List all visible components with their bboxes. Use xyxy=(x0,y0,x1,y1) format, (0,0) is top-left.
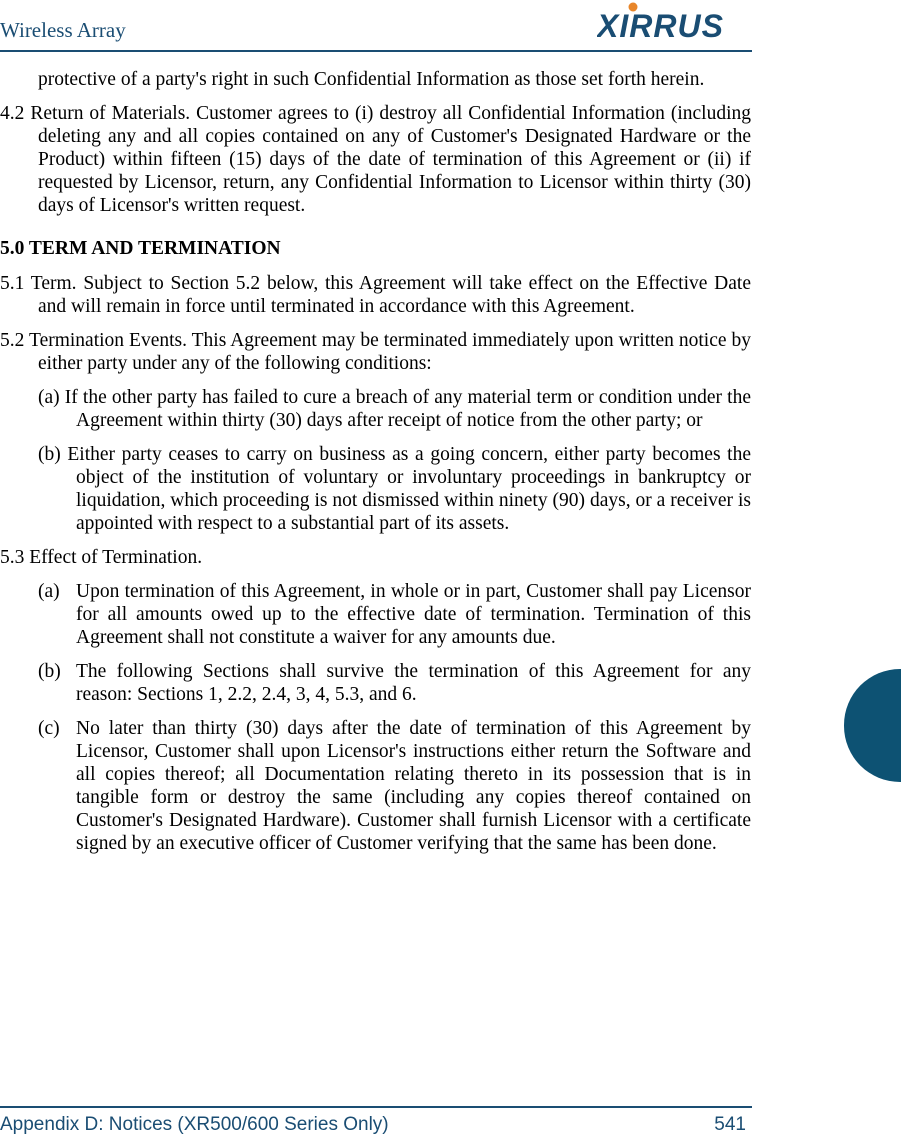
paragraph-5-1-term: 5.1 Term. Subject to Section 5.2 below, this Agreement will take effect on the Effective Date and will remain in force until terminated in accordance with this Agreement. xyxy=(0,273,751,317)
list-item-5-3-c xyxy=(38,717,751,855)
page-number: 541 xyxy=(714,1114,746,1135)
paragraph-5-2-a: (a) If the other party has failed to cure a breach of any material term or condition under the Agreement within thirty (30) days after receipt of notice from the other party; or xyxy=(38,387,751,431)
list-item-label: (c) xyxy=(38,718,60,739)
list-item-label: (b) xyxy=(38,661,61,682)
paragraph-5-2-termination-events: 5.2 Termination Events. This Agreement may be terminated immediately upon written notice by either party under any of the following conditions: xyxy=(0,330,751,374)
list-item-text: No later than thirty (30) days after the date of termination of this Agreement by Licensor, Customer shall upon Licensor's instructions either return the Software and all copies thereof; all Documentation relating thereto in its possession that is in tangible form or destroy the same (including any copies thereof contained on Customer's Designated Hardware). Customer shall furnish Licensor with a certificate signed by an executive officer of Customer verifying that the same has been done. xyxy=(76,718,751,854)
paragraph-continuation: protective of a party's right in such Confidential Information as those set forth herein. xyxy=(38,69,705,90)
list-item-5-3-a xyxy=(38,580,751,649)
document-body xyxy=(0,68,751,866)
list-item-text: Upon termination of this Agreement, in whole or in part, Customer shall pay Licensor for all amounts owed up to the effective date of termination. Termination of this Agreement shall not constitute a waiver for any amounts due. xyxy=(76,581,751,648)
footer-section-title: Appendix D: Notices (XR500/600 Series Only) xyxy=(0,1114,389,1135)
logo-wordmark: XIRRUS xyxy=(597,8,724,42)
paragraph-5-3-effect-of-termination: 5.3 Effect of Termination. xyxy=(0,547,203,568)
header-divider xyxy=(0,50,752,52)
paragraph-5-2-b: (b) Either party ceases to carry on business as a going concern, either party becomes the object of the institution of voluntary or involuntary proceedings in bankruptcy or liquidation, which proceeding is not dismissed within ninety (90) days, or a receiver is appointed with respect to a substantial part of its assets. xyxy=(38,444,751,534)
running-header-title: Wireless Array xyxy=(0,18,126,42)
list-item-text: The following Sections shall survive the termination of this Agreement for any reason: Sections 1, 2.2, 2.4, 3, 4, 5.3, and 6. xyxy=(76,661,751,705)
chapter-thumb-tab xyxy=(844,669,901,782)
xirrus-logo xyxy=(597,2,749,42)
section-heading-5-0: 5.0 TERM AND TERMINATION xyxy=(0,238,281,259)
paragraph-4-2-return-of-materials: 4.2 Return of Materials. Customer agrees to (i) destroy all Confidential Information (including deleting any and all copies contained on any of Customer's Designated Hardware or the Product) within fifteen (15) days of the date of termination of this Agreement or (ii) if requested by Licensor, return, any Confidential Information to Licensor within thirty (30) days of Licensor's written request. xyxy=(0,103,751,216)
footer-divider xyxy=(0,1106,752,1108)
list-item-5-3-b xyxy=(38,660,751,706)
list-item-label: (a) xyxy=(38,581,60,602)
